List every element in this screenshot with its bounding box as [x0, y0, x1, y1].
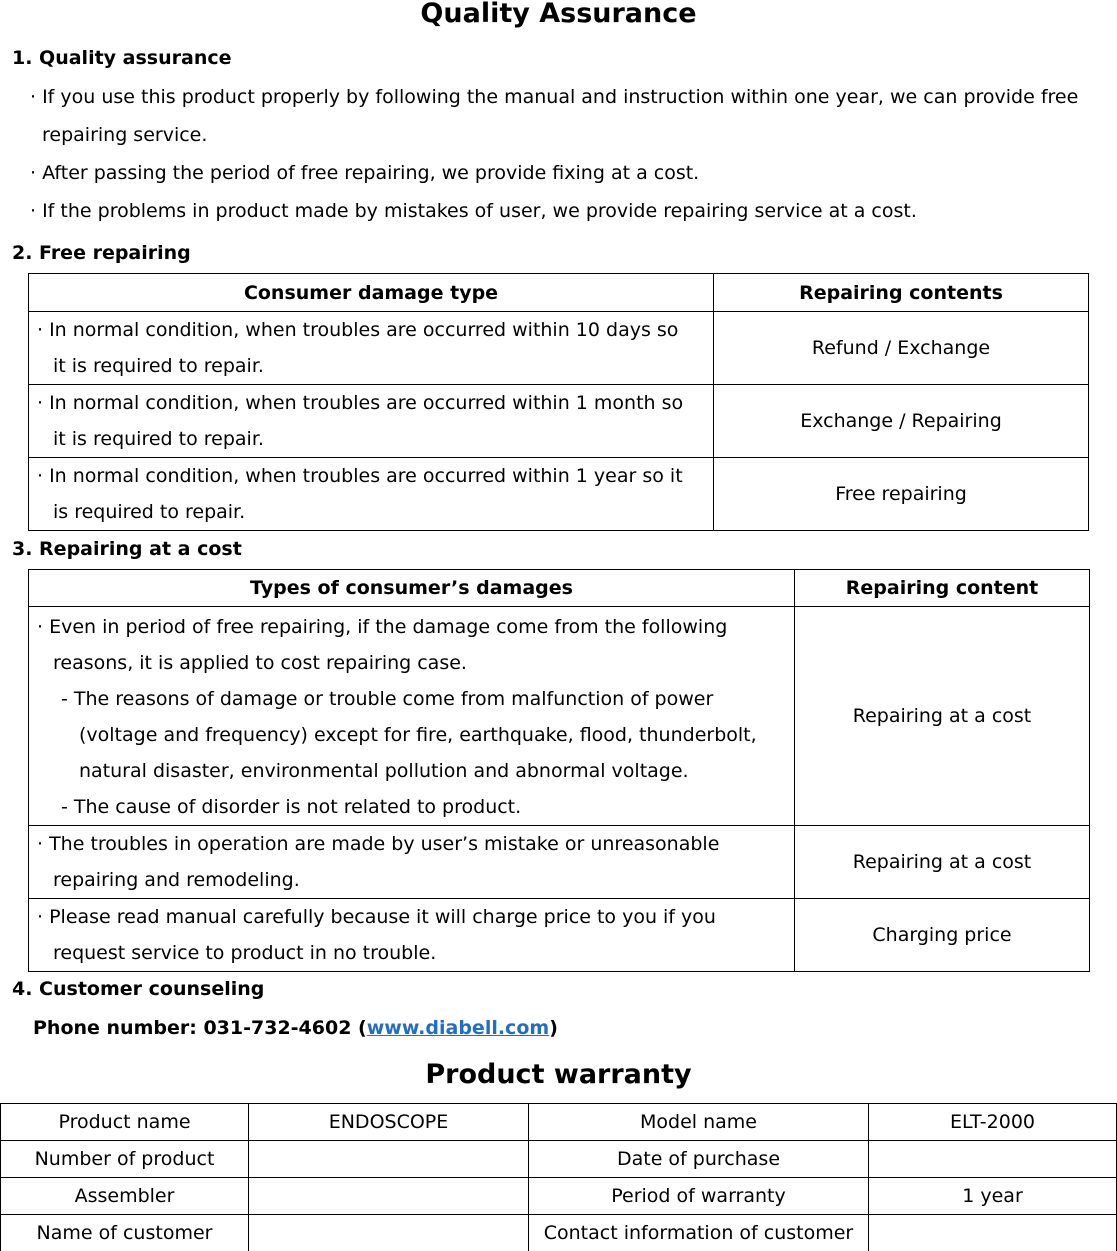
- website-link[interactable]: www.diabell.com: [366, 1017, 550, 1039]
- warranty-value: 1 year: [869, 1178, 1117, 1215]
- warranty-label: Assembler: [1, 1178, 249, 1215]
- table-row: [29, 899, 1090, 972]
- repair-content-cell: Exchange / Repairing: [714, 385, 1089, 458]
- table-row: [1, 1104, 1117, 1141]
- bullet-text: · If the problems in product made by mistakes of user, we provide repairing service at a cost.: [30, 200, 917, 222]
- bullet-text: repairing service.: [42, 124, 208, 146]
- damage-type-cell: · In normal condition, when troubles are occurred within 10 days so it is required to repair.: [29, 312, 714, 385]
- damage-type-cell: · Even in period of free repairing, if the damage come from the following reasons, it is applied to cost repairing case. - The reasons of damage or trouble come from malfunction of power (voltage and frequency) except for fire, earthquake, flood, thunderbolt, natural disaster, environmental pollution and abnormal voltage. - The cause of disorder is not related to product.: [29, 607, 795, 826]
- warranty-label: Name of customer: [1, 1215, 249, 1251]
- free-repairing-table: [28, 273, 1089, 531]
- phone-number: Phone number: 031-732-4602 (www.diabell.com): [33, 1017, 558, 1039]
- table-row: [29, 385, 1089, 458]
- warranty-title: Product warranty: [425, 1059, 692, 1090]
- warranty-value: [249, 1215, 529, 1251]
- repair-content-cell: Repairing at a cost: [795, 607, 1090, 826]
- table-header: Consumer damage type: [29, 274, 714, 312]
- damage-type-cell: · In normal condition, when troubles are occurred within 1 month so it is required to repair.: [29, 385, 714, 458]
- section-heading-free-repairing: 2. Free repairing: [12, 242, 191, 264]
- table-row: [1, 1141, 1117, 1178]
- warranty-label: Product name: [1, 1104, 249, 1141]
- section-heading-repairing-at-cost: 3. Repairing at a cost: [12, 538, 242, 560]
- warranty-value: [869, 1141, 1117, 1178]
- repair-content-cell: Charging price: [795, 899, 1090, 972]
- section-heading-quality-assurance: 1. Quality assurance: [12, 47, 232, 69]
- warranty-value: [249, 1178, 529, 1215]
- table-header: Types of consumer’s damages: [29, 570, 795, 607]
- table-row: [29, 312, 1089, 385]
- table-row: [1, 1215, 1117, 1251]
- table-header: Repairing contents: [714, 274, 1089, 312]
- table-row: [1, 1178, 1117, 1215]
- table-row: [29, 458, 1089, 531]
- warranty-label: Number of product: [1, 1141, 249, 1178]
- repair-content-cell: Free repairing: [714, 458, 1089, 531]
- repair-content-cell: Refund / Exchange: [714, 312, 1089, 385]
- page-title: Quality Assurance: [420, 0, 697, 29]
- damage-type-cell: · In normal condition, when troubles are occurred within 1 year so it is required to repair.: [29, 458, 714, 531]
- section-heading-customer-counseling: 4. Customer counseling: [12, 978, 265, 1000]
- damage-type-cell: · The troubles in operation are made by user’s mistake or unreasonable repairing and remodeling.: [29, 826, 795, 899]
- warranty-label: Model name: [529, 1104, 869, 1141]
- warranty-label: Date of purchase: [529, 1141, 869, 1178]
- warranty-label: Contact information of customer: [529, 1215, 869, 1251]
- warranty-table: [0, 1103, 1117, 1251]
- damage-type-cell: · Please read manual carefully because it will charge price to you if you request service to product in no trouble.: [29, 899, 795, 972]
- table-row: [29, 826, 1090, 899]
- table-header: Repairing content: [795, 570, 1090, 607]
- bullet-text: · If you use this product properly by following the manual and instruction within one year, we can provide free: [30, 86, 1079, 108]
- repair-content-cell: Repairing at a cost: [795, 826, 1090, 899]
- warranty-value: [869, 1215, 1117, 1251]
- repairing-cost-table: [28, 569, 1090, 972]
- warranty-value: ENDOSCOPE: [249, 1104, 529, 1141]
- warranty-label: Period of warranty: [529, 1178, 869, 1215]
- warranty-value: ELT-2000: [869, 1104, 1117, 1141]
- warranty-value: [249, 1141, 529, 1178]
- quality-bullets: [30, 78, 1078, 230]
- bullet-text: · After passing the period of free repairing, we provide fixing at a cost.: [30, 162, 700, 184]
- table-row: [29, 607, 1090, 826]
